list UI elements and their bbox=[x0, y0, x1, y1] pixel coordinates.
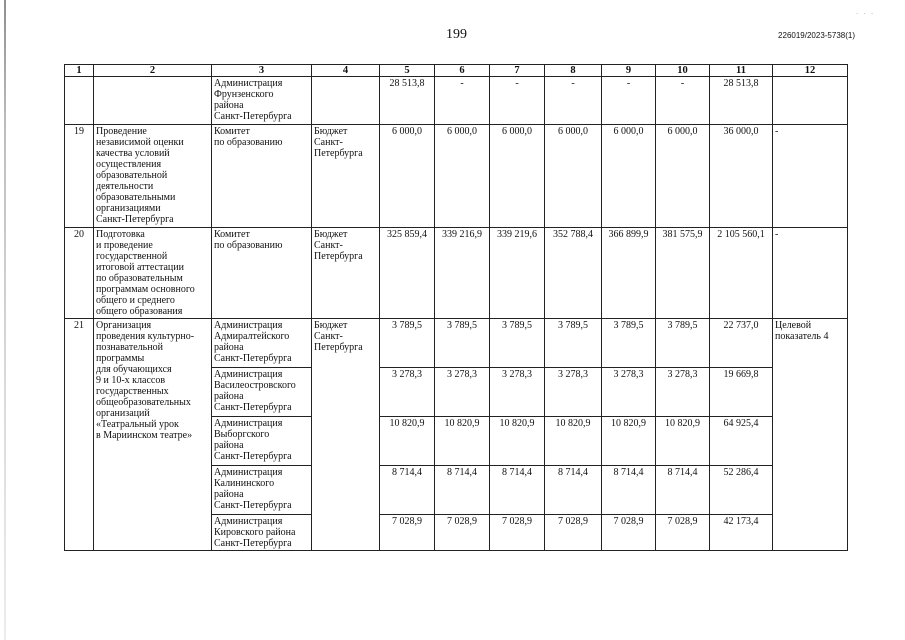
executor: Администрация Фрунзенского района Санкт-Петербурга bbox=[212, 77, 312, 125]
row-number: 21 bbox=[65, 319, 94, 551]
value-cell: 10 820,9 bbox=[602, 417, 656, 466]
column-header: 8 bbox=[545, 65, 602, 77]
value-cell: 3 278,3 bbox=[545, 368, 602, 417]
indicator-cell: Целевой показатель 4 bbox=[773, 319, 848, 551]
value-cell: 339 219,6 bbox=[490, 228, 545, 319]
value-cell: 3 789,5 bbox=[602, 319, 656, 368]
table-row bbox=[65, 77, 848, 125]
funding-source bbox=[312, 77, 380, 125]
total-cell: 22 737,0 bbox=[710, 319, 773, 368]
value-cell: 6 000,0 bbox=[490, 125, 545, 228]
value-cell: - bbox=[490, 77, 545, 125]
value-cell: 7 028,9 bbox=[380, 515, 435, 551]
executor: Администрация Калининского района Санкт-Петербурга bbox=[212, 466, 312, 515]
column-header: 5 bbox=[380, 65, 435, 77]
total-cell: 28 513,8 bbox=[710, 77, 773, 125]
value-cell: 7 028,9 bbox=[656, 515, 710, 551]
value-cell: 6 000,0 bbox=[656, 125, 710, 228]
value-cell: - bbox=[656, 77, 710, 125]
value-cell: 28 513,8 bbox=[380, 77, 435, 125]
value-cell: 3 278,3 bbox=[602, 368, 656, 417]
row-number: 20 bbox=[65, 228, 94, 319]
activity-name: Проведение независимой оценки качества условий осуществления образовательной деятельности образовательными организациями Санкт-Петербурга bbox=[94, 125, 212, 228]
value-cell: 7 028,9 bbox=[545, 515, 602, 551]
value-cell: 6 000,0 bbox=[435, 125, 490, 228]
column-header: 9 bbox=[602, 65, 656, 77]
value-cell: 3 278,3 bbox=[490, 368, 545, 417]
column-header: 10 bbox=[656, 65, 710, 77]
value-cell: 7 028,9 bbox=[435, 515, 490, 551]
value-cell: 325 859,4 bbox=[380, 228, 435, 319]
value-cell: 3 278,3 bbox=[435, 368, 490, 417]
table-row bbox=[65, 125, 848, 228]
executor: Администрация Адмиралтейского района Санкт-Петербурга bbox=[212, 319, 312, 368]
value-cell: 10 820,9 bbox=[545, 417, 602, 466]
value-cell: 3 278,3 bbox=[656, 368, 710, 417]
value-cell: - bbox=[545, 77, 602, 125]
value-cell: 7 028,9 bbox=[602, 515, 656, 551]
document-reference: 226019/2023-5738(1) bbox=[778, 31, 855, 40]
value-cell: 352 788,4 bbox=[545, 228, 602, 319]
column-header: 2 bbox=[94, 65, 212, 77]
value-cell: 366 899,9 bbox=[602, 228, 656, 319]
total-cell: 42 173,4 bbox=[710, 515, 773, 551]
value-cell: 8 714,4 bbox=[656, 466, 710, 515]
value-cell: 339 216,9 bbox=[435, 228, 490, 319]
executor: Администрация Кировского района Санкт-Петербурга bbox=[212, 515, 312, 551]
total-cell: 64 925,4 bbox=[710, 417, 773, 466]
table-row bbox=[65, 228, 848, 319]
executor: Комитет по образованию bbox=[212, 125, 312, 228]
activity-name bbox=[94, 77, 212, 125]
activity-name: Организация проведения культурно- познавательной программы для обучающихся 9 и 10-х классов государственных общеобразовательных организаций «Театральный урок в Мариинском театре» bbox=[94, 319, 212, 551]
page-number: 199 bbox=[446, 27, 467, 42]
value-cell: 3 789,5 bbox=[490, 319, 545, 368]
value-cell: - bbox=[602, 77, 656, 125]
value-cell: 8 714,4 bbox=[380, 466, 435, 515]
scan-noise: . . . bbox=[856, 8, 875, 16]
executor: Комитет по образованию bbox=[212, 228, 312, 319]
budget-table bbox=[64, 64, 848, 551]
value-cell: 3 278,3 bbox=[380, 368, 435, 417]
funding-source: Бюджет Санкт- Петербурга bbox=[312, 319, 380, 551]
column-header: 1 bbox=[65, 65, 94, 77]
value-cell: 381 575,9 bbox=[656, 228, 710, 319]
total-cell: 36 000,0 bbox=[710, 125, 773, 228]
column-header: 4 bbox=[312, 65, 380, 77]
indicator-cell bbox=[773, 77, 848, 125]
column-header: 11 bbox=[710, 65, 773, 77]
total-cell: 19 669,8 bbox=[710, 368, 773, 417]
value-cell: 8 714,4 bbox=[602, 466, 656, 515]
value-cell: 6 000,0 bbox=[602, 125, 656, 228]
value-cell: 10 820,9 bbox=[435, 417, 490, 466]
row-number bbox=[65, 77, 94, 125]
scan-edge-shadow bbox=[4, 0, 6, 640]
activity-name: Подготовка и проведение государственной итоговой аттестации по образовательным программам основного общего и среднего общего образования bbox=[94, 228, 212, 319]
value-cell: 7 028,9 bbox=[490, 515, 545, 551]
total-cell: 2 105 560,1 bbox=[710, 228, 773, 319]
funding-source: Бюджет Санкт- Петербурга bbox=[312, 125, 380, 228]
value-cell: 3 789,5 bbox=[656, 319, 710, 368]
table-header-row bbox=[65, 65, 848, 77]
column-header: 6 bbox=[435, 65, 490, 77]
total-cell: 52 286,4 bbox=[710, 466, 773, 515]
executor: Администрация Выборгского района Санкт-Петербурга bbox=[212, 417, 312, 466]
value-cell: 8 714,4 bbox=[545, 466, 602, 515]
value-cell: 10 820,9 bbox=[490, 417, 545, 466]
value-cell: - bbox=[435, 77, 490, 125]
indicator-cell: - bbox=[773, 228, 848, 319]
value-cell: 8 714,4 bbox=[490, 466, 545, 515]
value-cell: 8 714,4 bbox=[435, 466, 490, 515]
column-header: 12 bbox=[773, 65, 848, 77]
value-cell: 6 000,0 bbox=[380, 125, 435, 228]
column-header: 3 bbox=[212, 65, 312, 77]
table-row bbox=[65, 319, 848, 368]
value-cell: 3 789,5 bbox=[435, 319, 490, 368]
value-cell: 3 789,5 bbox=[545, 319, 602, 368]
value-cell: 10 820,9 bbox=[380, 417, 435, 466]
value-cell: 6 000,0 bbox=[545, 125, 602, 228]
column-header: 7 bbox=[490, 65, 545, 77]
value-cell: 3 789,5 bbox=[380, 319, 435, 368]
row-number: 19 bbox=[65, 125, 94, 228]
funding-source: Бюджет Санкт- Петербурга bbox=[312, 228, 380, 319]
value-cell: 10 820,9 bbox=[656, 417, 710, 466]
executor: Администрация Василеостровского района Санкт-Петербурга bbox=[212, 368, 312, 417]
indicator-cell: - bbox=[773, 125, 848, 228]
